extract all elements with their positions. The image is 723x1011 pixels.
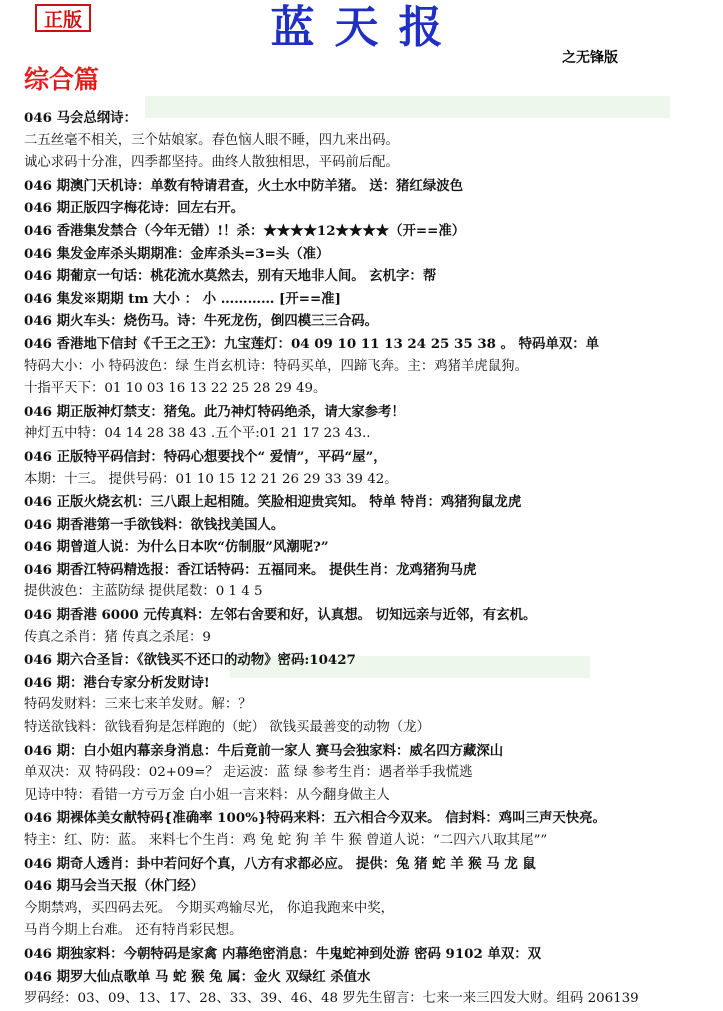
text-line: 046 正版特平码信封：特码心想要找个“ 爱情”，平码“屋”， — [24, 448, 387, 465]
text-line: 传真之杀肖：猪 传真之杀尾：9 — [24, 629, 211, 645]
text-line: 046 期香港第一手欲钱料：欲钱找美国人。 — [24, 516, 285, 533]
text-line: 见诗中特：看错一方亏万金 白小姐一言来料：从今翻身做主人 — [24, 787, 390, 803]
text-line: 046 香港地下信封《千王之王》：九宝莲灯：04 09 10 11 13 24 25 35 38 。 特码单双：单 — [24, 335, 600, 352]
text-line: 046 期罗大仙点歌单 马 蛇 猴 兔 属：金火 双绿红 杀值水 — [24, 968, 371, 985]
text-line: 十指平天下：01 10 03 16 13 22 25 28 29 49。 — [24, 381, 327, 397]
text-line: 特送欲钱料：欲钱看狗是怎样跑的（蛇） 欲钱买最善变的动物（龙） — [24, 720, 430, 736]
text-line: 046 期：港台专家分析发财诗! — [24, 674, 210, 691]
text-line: 046 期葡京一句话：桃花流水莫然去，别有天地非人间。 玄机字：帮 — [24, 268, 437, 285]
text-line: 046 期正版四字梅花诗：回左右开。 — [24, 200, 245, 217]
text-line: 诚心求码十分准，四季都坚持。曲终人散独相思，平码前后配。 — [24, 155, 399, 171]
section-title: 综合篇 — [24, 65, 100, 94]
authentic-badge: 正版 — [35, 4, 91, 32]
text-line: 二五丝毫不相关，三个姑娘家。春色恼人眼不睡，四九来出码。 — [24, 132, 399, 148]
text-line: 罗码经：03、09、13、17、28、33、39、46、48 罗先生留言：七来一来三四发大财。组码 206139 — [24, 991, 639, 1007]
text-line: 单双决：双 特码段：02+09=？ 走运波：蓝 绿 参考生肖：遇者举手我慌逃 — [24, 765, 473, 781]
text-line: 046 期马会当天报（休门经） — [24, 878, 204, 895]
text-line: 046 期香江特码精选报：香江话特码：五福同来。 提供生肖：龙鸡猪狗马虎 — [24, 561, 477, 578]
text-line: 特码大小：小 特码波色：绿 生肖玄机诗：特码买单，四蹄飞奔。主：鸡猪羊虎鼠狗。 — [24, 358, 528, 374]
text-line: 046 正版火烧玄机：三八跟上起相随。笑脸相迎贵宾知。 特单 特肖：鸡猪狗鼠龙虎 — [24, 494, 522, 511]
text-line: 046 期曾道人说：为什么日本吹“仿制服”风潮呢?” — [24, 539, 329, 556]
text-line: 马肖今期上台难。 还有特肖彩民想。 — [24, 923, 243, 939]
text-line: 046 期火车头：烧伤马。诗：牛死龙伤，倒四模三三合码。 — [24, 313, 378, 330]
newspaper-title: 蓝天报 — [270, 2, 463, 53]
text-line: 本期：十三。 提供号码：01 10 15 12 21 26 29 33 39 42。 — [24, 471, 398, 487]
text-line: 046 期澳门天机诗：单数有特请君查，火土水中防羊猪。 送：猪红绿波色 — [24, 177, 463, 194]
article-body — [24, 107, 719, 1011]
text-line: 特码发财料：三来七来羊发财。解：？ — [24, 697, 252, 713]
text-line: 046 香港集发禁合（今年无错）!！杀：★★★★12★★★★（开==准） — [24, 222, 466, 239]
text-line: 046 期六合圣旨：《欲钱买不还口的动物》密码:10427 — [24, 652, 356, 669]
text-line: 046 期奇人透肖：卦中若问好个真，八方有求都必应。 提供：兔 猪 蛇 羊 猴 马 龙 鼠 — [24, 855, 536, 872]
text-line: 046 期香港 6000 元传真料：左邻右舍要和好，认真想。 切知远亲与近邻，有玄机。 — [24, 607, 537, 624]
text-line: 046 期：白小姐内幕亲身消息：牛后竟前一家人 赛马会独家料：威名四方藏深山 — [24, 742, 504, 759]
edition-label: 之无锋版 — [562, 50, 618, 66]
text-line: 特主：红、防：蓝。 来料七个生肖：鸡 兔 蛇 狗 羊 牛 猴 曾道人说：“二四六八取其尾”” — [24, 833, 548, 848]
text-line: 046 期裸体美女献特码{准确率 100%}特码来料：五六相合今双来。 信封料：鸡叫三声天快亮。 — [24, 810, 606, 827]
text-line: 046 期正版神灯禁支：猪兔。此乃神灯特码绝杀，请大家参考！ — [24, 403, 405, 420]
text-line: 046 期独家料：今朝特码是家禽 内幕绝密消息：牛鬼蛇神到处游 密码 9102 单双：双 — [24, 945, 542, 962]
text-line: 神灯五中特：04 14 28 38 43 .五个平:01 21 17 23 43.. — [24, 426, 371, 442]
text-line: 046 马会总纲诗： — [24, 110, 137, 126]
text-line: 今期禁鸡，买四码去死。 今期买鸡输尽光， 你追我跑来中奖， — [24, 900, 395, 916]
text-line: 提供波色：主蓝防绿 提供尾数：0 1 4 5 — [24, 584, 263, 600]
text-line: 046 集发金库杀头期期准：金库杀头=3=头（准） — [24, 245, 330, 262]
text-line: 046 集发※期期 tm 大小 ： 小 ………… [开==准] — [24, 290, 341, 307]
